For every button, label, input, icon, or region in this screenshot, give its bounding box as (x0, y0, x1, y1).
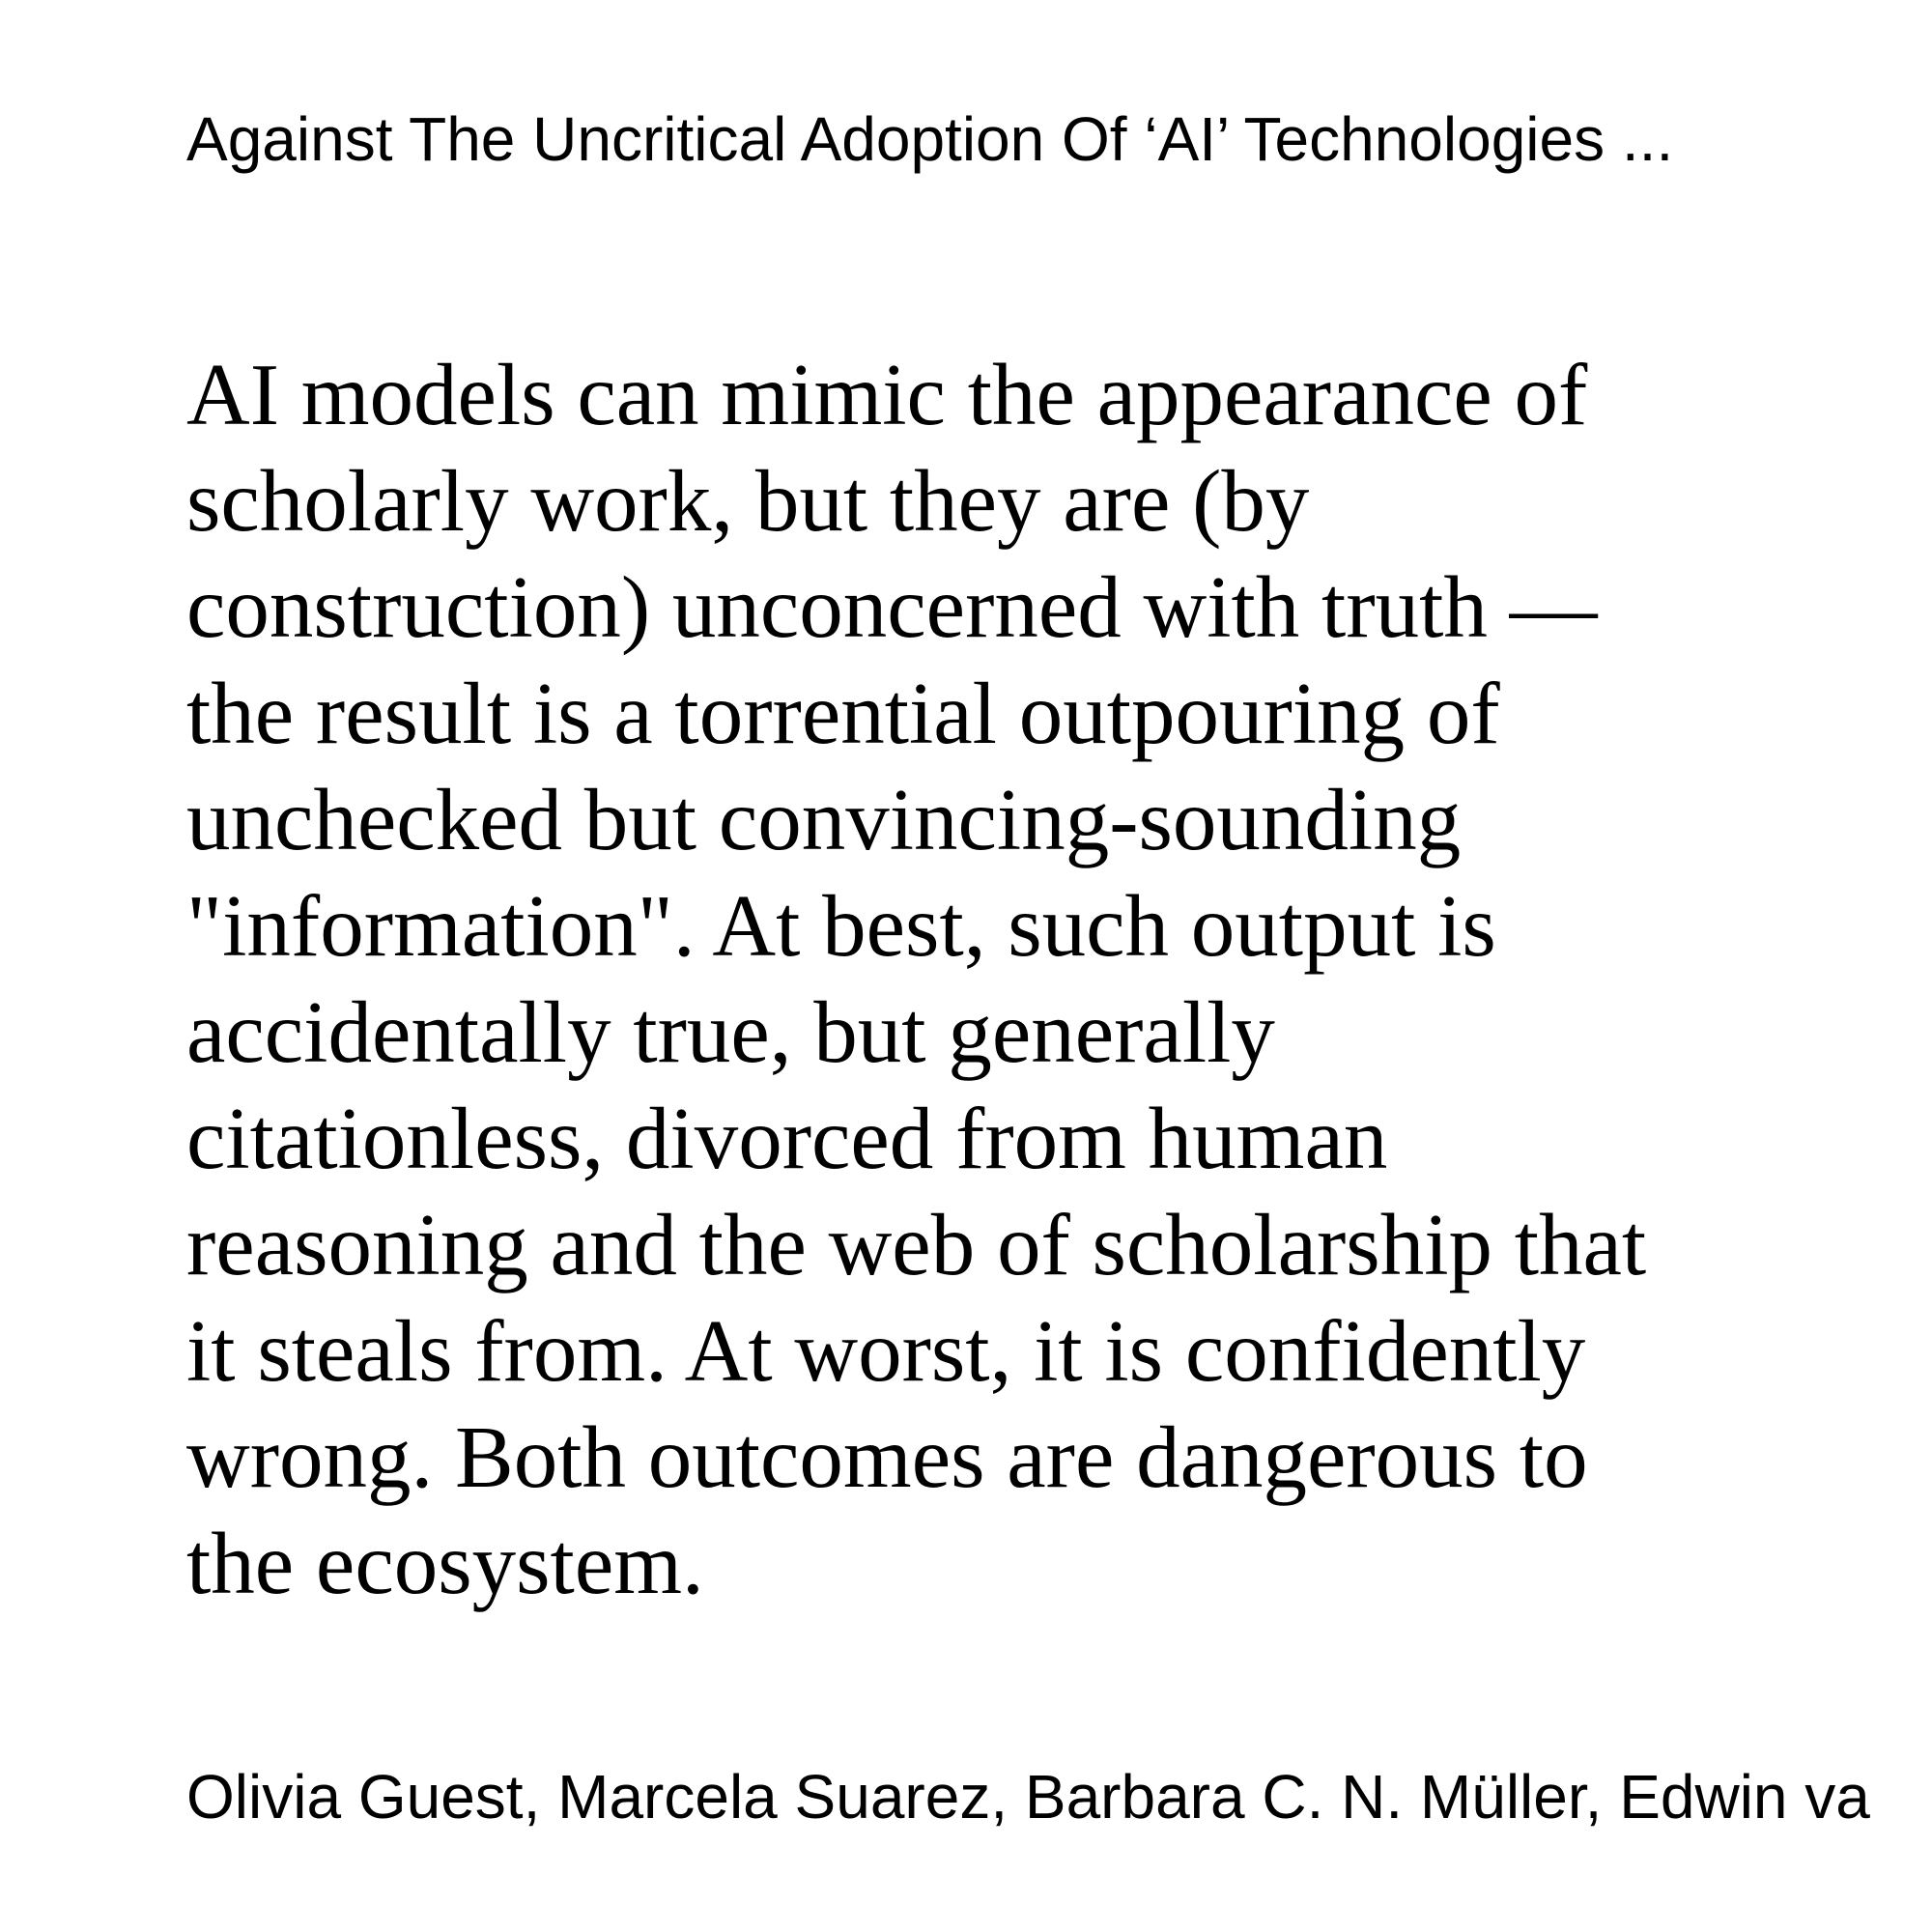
quote-line: AI models can mimic the appearance of (186, 346, 1588, 443)
quote-line: accidentally true, but generally (186, 983, 1275, 1081)
quote-block (186, 342, 1647, 1617)
quote-line: the result is a torrential outpouring of (186, 665, 1500, 762)
page-title: Against The Uncritical Adoption Of ‘AI’ Technologies ... (186, 104, 1674, 174)
quote-line: wrong. Both outcomes are dangerous to (186, 1408, 1588, 1506)
quote-line: construction) unconcerned with truth — (186, 558, 1598, 656)
quote-line: citationless, divorced from human (186, 1090, 1388, 1187)
author-list: Olivia Guest, Marcela Suarez, Barbara C. N. Müller, Edwin va (186, 1762, 1870, 1832)
quote-line: "information". At best, such output is (186, 877, 1496, 975)
quote-line: reasoning and the web of scholarship that (186, 1196, 1647, 1293)
quote-line: scholarly work, but they are (by (186, 452, 1310, 550)
quote-line: it steals from. At worst, it is confidently (186, 1302, 1586, 1400)
quote-line: unchecked but convincing-sounding (186, 771, 1462, 868)
quote-line: the ecosystem. (186, 1515, 704, 1612)
